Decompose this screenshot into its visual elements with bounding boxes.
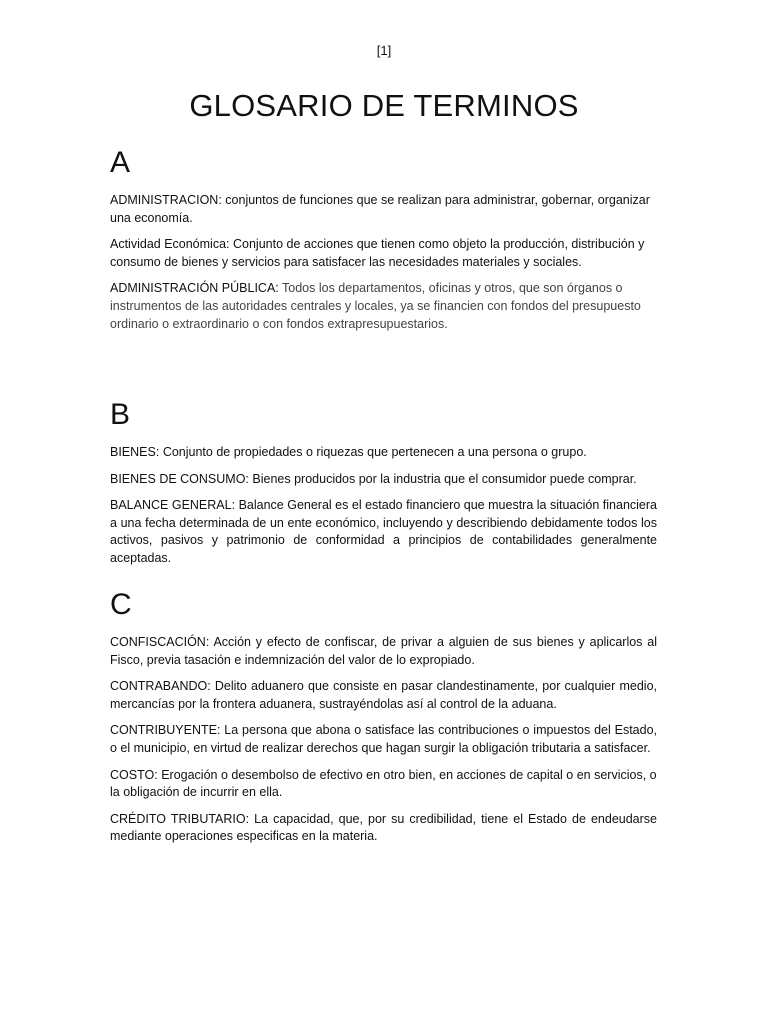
glossary-entry xyxy=(110,811,657,846)
glossary-entry xyxy=(110,444,657,462)
glossary-entry xyxy=(110,236,657,271)
entry-term: ADMINISTRACIÓN PÚBLICA: xyxy=(110,281,279,296)
entry-definition: conjuntos de funciones que se realizan para administrar, gobernar, organizar una economía. xyxy=(110,193,650,225)
entry-definition: Bienes producidos por la industria que el consumidor puede comprar. xyxy=(252,471,637,486)
entry-term: COSTO: xyxy=(110,767,158,782)
entry-term: CONTRIBUYENTE: xyxy=(110,723,221,738)
entry-term: CONFISCACIÓN: xyxy=(110,635,210,649)
glossary-entry xyxy=(110,678,657,713)
section-letter: B xyxy=(110,398,131,431)
entry-definition: La capacidad, que, por su credibilidad, tiene el Estado de endeudarse mediante operaciones especificas en la materia. xyxy=(110,811,657,844)
section-a xyxy=(110,146,657,342)
entry-definition: Acción y efecto de confiscar, de privar a alguien de sus bienes y aplicarlos al Fisco, previa tasación e indemnización del valor de lo expropiado. xyxy=(110,635,657,667)
section-letter: A xyxy=(110,146,131,179)
entry-definition: Conjunto de acciones que tienen como objeto la producción, distribución y consumo de bienes y servicios para satisfacer las necesidades materiales y sociales. xyxy=(110,237,645,269)
glossary-entry xyxy=(110,634,657,669)
glossary-entry xyxy=(110,192,657,227)
glossary-entry xyxy=(110,471,657,489)
entry-term: BIENES: xyxy=(110,445,160,459)
glossary-entry xyxy=(110,722,657,757)
entry-definition: La persona que abona o satisface las contribuciones o impuestos del Estado, o el municipio, en virtud de realizar derechos que hagan surgir la obligación tributaria a satisfacer. xyxy=(110,723,657,755)
entry-term: CONTRABANDO: xyxy=(110,679,211,694)
entry-definition: Conjunto de propiedades o riquezas que pertenecen a una persona o grupo. xyxy=(162,445,587,459)
entry-term: Actividad Económica: xyxy=(110,237,230,252)
glossary-entry xyxy=(110,280,657,333)
section-c xyxy=(110,588,657,855)
entry-term: CRÉDITO TRIBUTARIO: xyxy=(110,811,250,826)
document-title: GLOSARIO DE TERMINOS xyxy=(189,88,579,123)
entry-definition: Balance General es el estado financiero que muestra la situación financiera a una fecha determinada de un ente económico, incluyendo y describiendo debidamente todos los activos, pasivos y patrimonio de conformidad a principios de contabilidades generalmente aceptadas. xyxy=(110,498,657,565)
entry-term: ADMINISTRACION: xyxy=(110,193,222,207)
page-number: [1] xyxy=(376,43,392,58)
section-b xyxy=(110,398,657,577)
entry-term: BIENES DE CONSUMO: xyxy=(110,471,249,486)
entry-definition: Delito aduanero que consiste en pasar clandestinamente, por cualquier medio, mercancías por la frontera aduanera, sustrayéndolas así al control de la aduana. xyxy=(110,679,657,711)
entry-definition: Todos los departamentos, oficinas y otros, que son órganos o instrumentos de las autoridades centrales y locales, ya se financien con fondos del presupuesto ordinario o extraordinario o con fondos extrapresupuestarios. xyxy=(110,281,641,331)
entry-definition: Erogación o desembolso de efectivo en otro bien, en acciones de capital o en servicios, o la obligación de incurrir en ella. xyxy=(110,767,657,800)
glossary-entry xyxy=(110,497,657,567)
section-letter: C xyxy=(110,588,132,621)
entry-term: BALANCE GENERAL: xyxy=(110,498,236,513)
glossary-entry xyxy=(110,767,657,802)
